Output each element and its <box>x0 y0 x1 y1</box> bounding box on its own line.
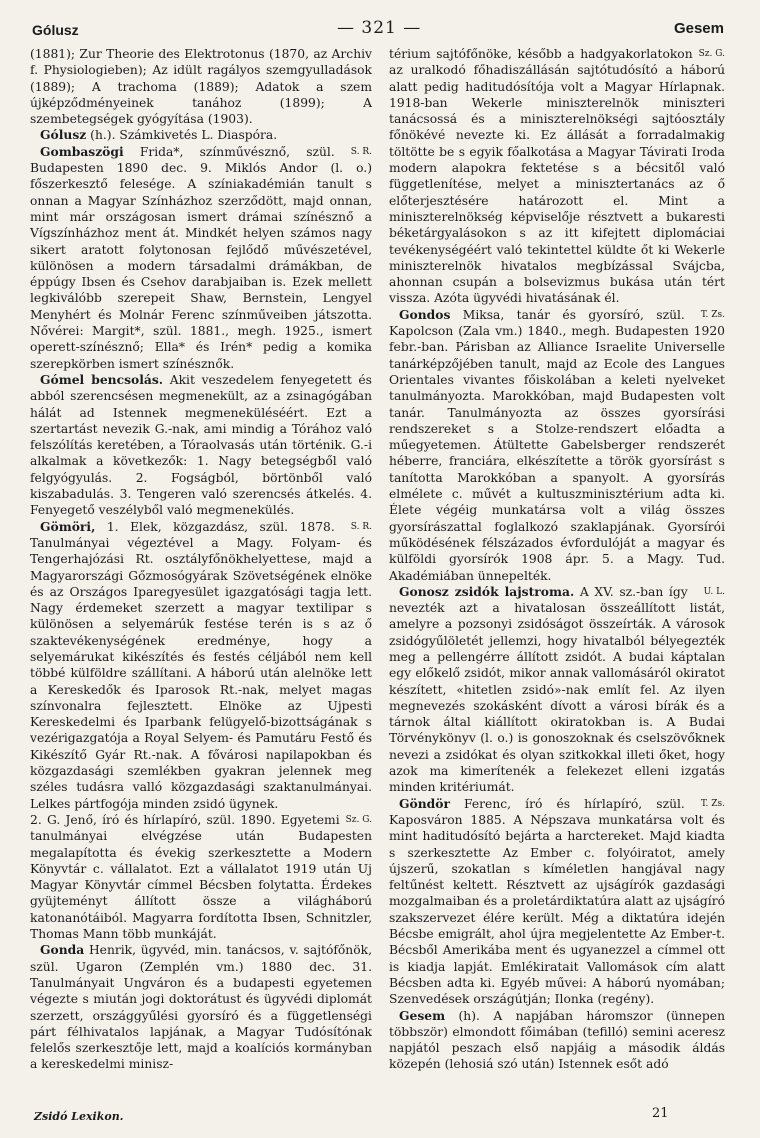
entry-headword: Gondos <box>399 306 451 322</box>
entry-headword: Gömöri, <box>40 518 96 534</box>
page-header <box>32 18 724 42</box>
entry-headword: Göndör <box>399 795 450 811</box>
entry-text: (1881); Zur Theorie des Elektrotonus (1870, az Archiv f. Physiologieben); Az idült ragályos szemgyulladások (1889); A trachoma (1889); Adatok a szem újképződményeinek tanához (1899); A szembetegségek gyógyítása (1903). <box>30 47 372 127</box>
entry-headword: Gombaszögi <box>40 143 124 159</box>
author-signature: T. Zs. <box>700 798 725 809</box>
entry-text: Henrik, ügyvéd, min. tanácsos, v. sajtófőnök, szül. Ugaron (Zemplén vm.) 1880 dec. 31. Tanulmányait Ungváron és a budapesti egyetemen végezte s miután jogi doktorátust és ügyvédi diplomát szerzett, országgyűlési gyorsíró és a függetlenségi párt félhivatalos lapjának, a Magyar Tudósítónak felelős szerkesztője lett, majd a koalíciós kormányban a kereskedelmi minisz- <box>30 943 372 1072</box>
lexicon-entry <box>30 519 372 812</box>
right-column <box>389 46 725 1073</box>
lexicon-entry <box>389 1008 725 1073</box>
lexicon-entry <box>30 127 372 143</box>
lexicon-entry <box>30 372 372 519</box>
entry-text: Ferenc, író és hírlapíró, szül. Kaposváron 1885. A Népszava munkatársa volt és mint haditudósító bejárta a harctereket. Majd kiadta s szerkesztette Az Ember c. folyóiratot, amely újszerű, szokatlan s kíméletlen hangjával nagy feltűnést keltett. Résztvett az ujságírók gazdasági mozgalmaiban és a proletárdiktatúra alatt az ujságíró szakszervezet élére került. Még a diktatúra idején Bécsbe emigrált, ahol újra megjelentette Az Ember-t. Bécsből Amerikába ment és ugyanezzel a címmel ott is kiadja lapját. Emlékiratait Vallomások cím alatt Bécsben adta ki. Egyéb művei: A háború nyomában; Szenvedések országútján; Ilonka (regény). <box>389 796 725 1007</box>
author-signature: S. R. <box>350 521 372 532</box>
running-head-right: Gesem <box>673 20 724 37</box>
entry-headword: Gonosz zsidók lajstroma. <box>399 583 575 599</box>
author-signature: S. R. <box>350 146 372 157</box>
page-number: — 321 — <box>337 18 422 38</box>
signature-number: 21 <box>652 1106 669 1121</box>
author-signature: T. Zs. <box>700 309 725 320</box>
entry-text: Akit veszedelem fenyegetett és abból szerencsésen megmenekült, az a zsinagógában hálát ad Istennek megmeneküléséért. Ezt a szertartást nevezik G.-nak, ami mindig a Tórához való felszólítás keretében, a Tóraolvasás után történik. G.-i alkalmak a következők: 1. Nagy betegségből való felgyógyulás. 2. Fogságból, börtönből való kiszabadulás. 3. Tengeren való szerencsés átkelés. 4. Fenyegető veszélyből való megmenekülés. <box>30 372 372 518</box>
entry-headword: Gesem <box>399 1007 446 1023</box>
entry-text: (h.). Számkivetés L. Diaspóra. <box>90 128 278 143</box>
entry-text: térium sajtófőnöke, később a hadgyakorlatokon az uralkodó főhadiszállásán sajtótudósító a háború alatt pedig haditudósítója volt a Magyar Hírlapnak. 1918-ban Wekerle miniszterelnök miniszteri tanácsossá és a miniszterelnökségi sajtóosztály főnökévé nevezte ki. Ez állását a forradalmakig töltötte be s egyik főalkotása a Magyar Távirati Iroda modern alapokra fektetése s a bécsitől való függetlenítése, melyet a minisztertanács az ő előterjesztésére határozott el. Mint a miniszterelnökség képviselője résztvett a bukaresti béketárgyalásokon s az itt kifejtett diplomáciai tevékenységéért való tekintettel küldte őt ki Wekerle miniszterelnök hivatalos megbízással Svájcba, ahonnan csupán a bolsevizmus bukása után tért vissza. Azóta ügyvédi hivatásának él. <box>389 47 725 306</box>
entry-headword: Gólusz <box>40 127 87 143</box>
lexicon-entry <box>389 46 725 307</box>
author-signature: Sz. G. <box>698 49 725 59</box>
lexicon-entry <box>30 812 372 942</box>
lexicon-entry <box>30 942 372 1072</box>
entry-headword: Gómel bencsolás. <box>40 371 164 387</box>
lexicon-entry <box>389 796 725 1008</box>
lexicon-entry <box>389 307 725 584</box>
entry-text: (h). A napjában háromszor (ünnepen többször) elmondott főimában (tefilló) semini aceresz napjától peszach első napjáig a második áldás közepén (lehosiá szó után) Istennek esőt adó <box>389 1008 725 1072</box>
entry-text: 2. G. Jenő, író és hírlapíró, szül. 1890. Egyetemi tanulmányai elvégzése után Budapesten megalapította és évekig szerkesztette a Modern Könyvtár c. vállalatot. Ezt a vállalatot 1919 után Uj Magyar Könyvtár címmel Bécsben folytatta. Érdekes gyüjteményt állított össze a világháború katonanótáiból. Magyarra fordította Ibsen, Schnitzler, Thomas Mann több munkáját. <box>30 812 372 942</box>
left-column <box>30 46 372 1073</box>
lexicon-entry <box>30 46 372 127</box>
entry-text: A XV. sz.-ban így nevezték azt a hivatalosan összeállított listát, amelyre a pozsonyi zsidóságot összeírták. A városok zsidógyűlöletét jellemzi, hogy hivatalból bélyegezték meg a pellengérre állított zsidót. A budai káptalan egy előkelő zsidót, mikor annak vallomásáról okiratot készített, «hitetlen zsidó»-nak említ fel. Az ilyen megnevezés szokásként dívott a városi bírák és a tárnok által kiállított okiratokban is. A Budai Törvénykönyv (l. o.) is gonoszoknak és cselszövőknek nevezi a zsidókat és olyan szitkokkal illeti őket, hogy azok ma kimerítenék a felekezet elleni izgatás minden kritériumát. <box>389 584 725 795</box>
entry-text: Frida*, színművésznő, szül. Budapesten 1890 dec. 9. Miklós Andor (l. o.) főszerkesztő felesége. A színiakadémián tanult s onnan a Magyar Színházhoz szerződött, majd onnan, mint már országosan ismert drámai színésznő a Vígszínházhoz ment át. Mindkét helyen számos nagy sikert aratott folytonosan fejlődő művészetével, különösen a modern társadalmi drámákban, de éppúgy Ibsen és Csehov darabjaiban is. Ezek mellett legkiválóbb szerepeit Shaw, Bernstein, Lengyel Menyhért és Molnár Ferenc színműveiben játszotta. Nővérei: Margit*, szül. 1881., megh. 1925., ismert operett-színésznő; Ella* és Irén* pedig a komika szerepkörben ismert színésznők. <box>30 144 372 371</box>
lexicon-entry <box>389 584 725 796</box>
running-head-left: Gólusz <box>32 22 79 38</box>
lexicon-entry <box>30 144 372 372</box>
author-signature: U. L. <box>703 586 725 597</box>
entry-headword: Gonda <box>40 942 85 958</box>
entry-text: Miksa, tanár és gyorsíró, szül. Kapolcson (Zala vm.) 1840., megh. Budapesten 1920 febr.-ban. Párisban az Alliance Israelite Universelle tanárképzőjében tanult, majd az Ecole des Langues Orientales vivantes főiskolában a keleti nyelveket tanulmányozta. Marokkóban, majd Budapesten volt tanár. Tanulmányozta az összes gyorsírási rendszereket s a Stolze-rendszert előadta a műegyetemen. Átültette Gabelsberger rendszerét héberre, franciára, elkészítette a török gyorsírást s tanította Marokkóban a spanyolt. A gyorsírás elmélete c. művét a kultuszminisztérium adta ki. Élete végéig munkatársa volt a világ összes gyorsírászattal foglalkozó szaklapjának. Gyorsírói működésének félszázados évfordulóját a magyar és külföldi gyorsírók 1908 ápr. 5. a Magy. Tud. Akadémiában ünnepelték. <box>389 307 725 583</box>
entry-text: 1. Elek, közgazdász, szül. 1878. Tanulmányai végeztével a Magy. Folyam- és Tengerhajózási Rt. osztályfőnökhelyettese, majd a Magyarországi Gőzmosógyárak Szövetségének elnöke és az Országos Iparegyesület igazgatósági tagja lett. Nagy érdemeket szerzett a magyar textilipar s különösen a selyemárúk festése terén is s az ő szaktevékenységének eredménye, hogy a selyemárukat kikészítés és festés céljából nem kell többé külföldre szállítani. A háború után alelnöke lett a Kereskedők és Iparosok Rt.-nak, melyet magas színvonalra fejlesztett. Elnöke az Ujpesti Kereskedelmi és Iparbank felügyelő-bizottságának s vezérigazgatója a Royal Selyem- és Pamutáru Festő és Kikészítő Gyár Rt.-nak. A fővárosi napilapokban és közgazdasági szemlékben gyakran jelennek meg széles tudásra valló közgazdasági szaktanulmányai. Lelkes pártfogója minden zsidó ügynek. <box>30 519 372 811</box>
author-signature: Sz. G. <box>345 814 372 825</box>
footer-publication: Zsidó Lexikon. <box>34 1110 124 1123</box>
